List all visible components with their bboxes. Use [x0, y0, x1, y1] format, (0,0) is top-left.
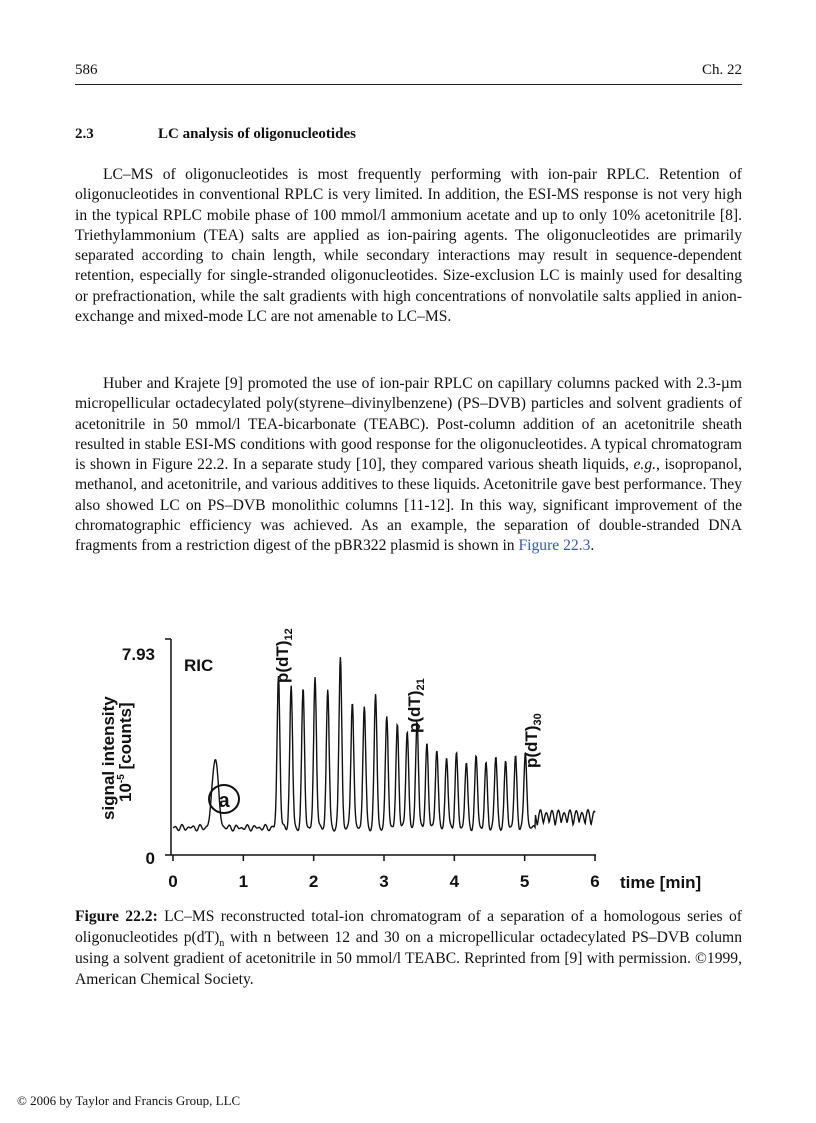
- paragraph-2: [75, 374, 742, 557]
- x-tick-label-6: 6: [590, 872, 600, 891]
- annotation-dt30: $p(dT)_{30}$: [522, 713, 544, 768]
- x-tick-label-2: 2: [308, 872, 319, 891]
- copyright-footer: © 2006 by Taylor and Francis Group, LLC: [17, 1093, 241, 1108]
- chapter-label: Ch. 22: [701, 62, 742, 78]
- annotation-dt21: $p(dT)_{21}$: [405, 678, 427, 733]
- page-number: 586: [75, 62, 98, 78]
- chromatogram-svg: [90, 615, 730, 900]
- caption-text-a: LC–MS reconstructed total-ion chromatogram of a separation of a homologous series of oligonucleotides p(dT): [75, 908, 742, 946]
- paragraph-1-text: LC–MS of oligonucleotides is most frequently performing with ion-pair RPLC. Retention of oligonucleotides in conventional RPLC is very limited. In addition, the ESI-MS response is not very high in the typical RPLC mobile phase of 100 mmol/l ammonium acetate and up to only 10% acetonitrile [8]. Triethylammonium (TEA) salts are applied as ion-pairing agents. The oligonucleotides are primarily separated according to chain length, while secondary interactions may result in sequence-dependent retention, especially for single-stranded oligonucleotides. Size-exclusion LC is mainly used for desalting or prefractionation, while the salt gradients with high concentrations of nonvolatile salts applied in anion-exchange and mixed-mode LC are not amenable to LC–MS.: [75, 166, 742, 326]
- caption-text-b: with n between 12 and 30 on a micropellicular octadecylated PS–DVB column using a solvent gradient of acetonitrile in 50 mmol/l TEABC. Reprinted from [9] with permission. ©1999, American Chemical Society.: [75, 929, 742, 988]
- figure-caption: [75, 906, 742, 990]
- x-tick-label-3: 3: [379, 872, 389, 891]
- y-top-label: 7.93: [121, 645, 155, 664]
- x-tick-label-4: 4: [449, 872, 460, 891]
- caption-label: Figure 22.2:: [75, 908, 158, 925]
- panel-label-a: a: [218, 790, 230, 812]
- paragraph-2-end: .: [590, 537, 595, 555]
- section-heading: [75, 126, 356, 143]
- section-number: 2.3: [75, 126, 94, 142]
- x-tick-label-5: 5: [519, 872, 530, 891]
- paragraph-2-text-b: , isopropanol, methanol, and acetonitrile, and various additives to these liquids. Acetonitrile gave best performance. They also showed LC on PS–DVB monolithic columns [11-12]. In this way, significant improvement of the chromatographic efficiency was achieved. As an example, the separation of double-stranded DNA fragments from a restriction digest of the pBR322 plasmid is shown in: [75, 456, 743, 555]
- figure-22-3-link[interactable]: Figure 22.3: [518, 537, 591, 555]
- trace-label-ric: RIC: [184, 656, 214, 675]
- y-axis-label-line1: signal intensity: [99, 696, 118, 820]
- x-tick-label-1: 1: [238, 872, 249, 891]
- header-rule: [75, 84, 742, 85]
- paragraph-1: [75, 165, 742, 327]
- caption-subscript: n: [219, 938, 225, 950]
- y-axis-label-line2: $10^{-5}$ [counts]: [116, 702, 135, 802]
- x-tick-label-0: 0: [168, 872, 178, 891]
- y-zero-label: 0: [145, 849, 155, 868]
- annotation-dt12: $p(dT)_{12}$: [273, 628, 295, 683]
- x-ticks: [173, 855, 595, 861]
- figure-chromatogram: [90, 615, 730, 905]
- section-title: LC analysis of oligonucleotides: [158, 126, 356, 142]
- eg-italic: e.g.: [633, 456, 657, 474]
- x-tick-labels: [168, 872, 599, 891]
- x-axis-label: time [min]: [620, 873, 702, 892]
- paragraph-2-text-a: Huber and Krajete [9] promoted the use of ion-pair RPLC on capillary columns packed with 2.3-µm micropellicular octadecylated poly(styrene–divinylbenzene) (PS–DVB) particles and solvent gradients of acetonitrile in 50 mmol/l TEA-bicarbonate (TEABC). Post-column addition of an acetonitrile sheath resulted in stable ESI-MS conditions with good response for the oligonucleotides. A typical chromatogram is shown in Figure 22.2. In a separate study [10], they compared various sheath liquids,: [75, 375, 742, 474]
